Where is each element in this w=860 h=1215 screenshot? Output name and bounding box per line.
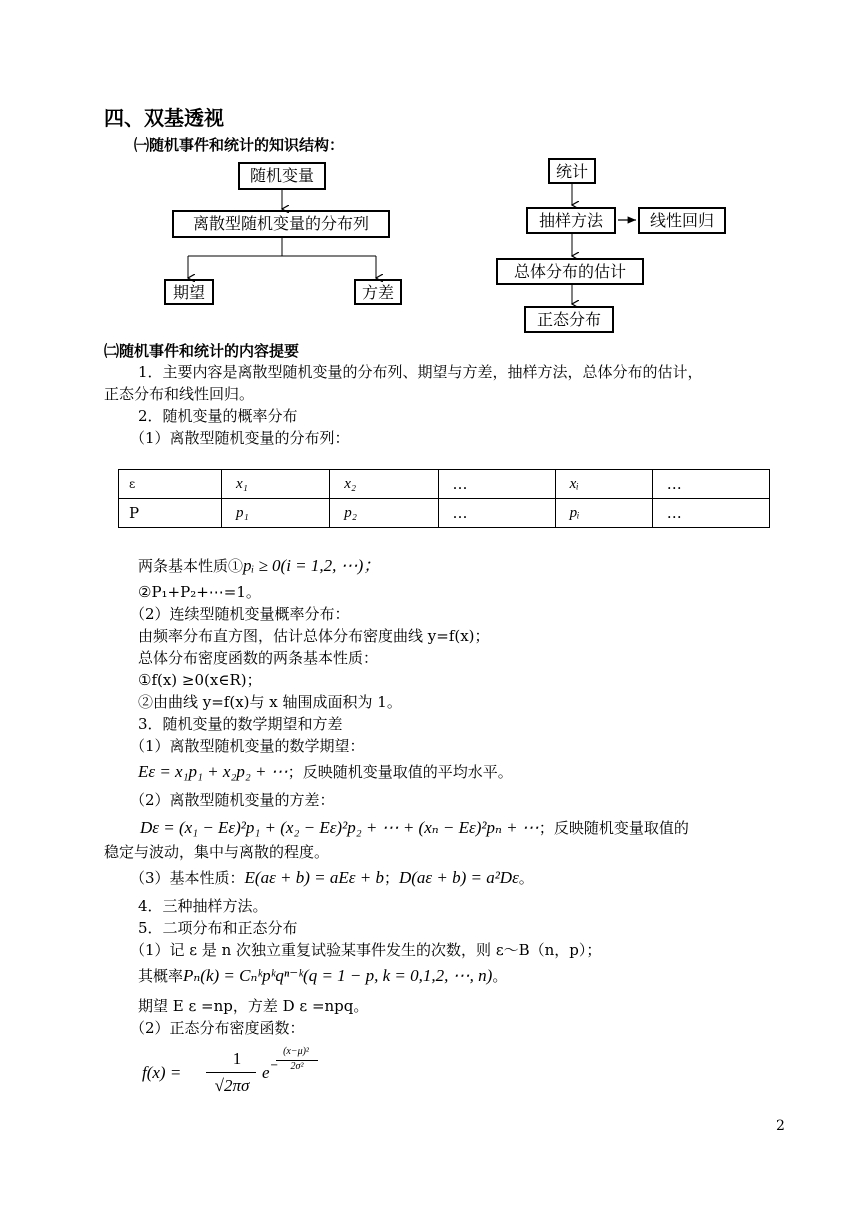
page-number: 2 [776, 1118, 785, 1134]
table-row [119, 499, 770, 528]
table-cell: p₂ [330, 499, 438, 528]
table-cell: P [119, 499, 222, 528]
binomial-expectation: 期望 E ε =np，方差 D ε =npq。 [138, 997, 369, 1015]
table-cell: pᵢ [555, 499, 652, 528]
para-3-1: （1）离散型随机变量的数学期望： [130, 737, 365, 755]
part1-heading: ㈠随机事件和统计的知识结构： [134, 136, 345, 154]
binomial-line [138, 966, 507, 986]
expectation-line [138, 762, 513, 782]
continuous-line-1: 由频率分布直方图，估计总体分布密度曲线 y=f(x)； [138, 627, 490, 645]
property-formula: pᵢ ≥ 0(i = 1,2, ⋯)； [243, 556, 381, 575]
table-cell: … [438, 470, 555, 499]
box-normal: 正态分布 [524, 306, 614, 333]
binomial-formula: Pₙ(k) = Cₙᵏpᵏqⁿ⁻ᵏ(q = 1 − p, k = 0,1,2, ⋯, n) [183, 966, 493, 985]
para-2: 2．随机变量的概率分布 [138, 407, 298, 425]
basic-end: 。 [518, 869, 534, 887]
table-cell: … [652, 470, 769, 499]
fraction-bar [206, 1072, 256, 1073]
exponent-numerator: (x−μ)² [283, 1046, 309, 1057]
basic-label: （3）基本性质： [130, 869, 245, 887]
property-intro: 两条基本性质① [138, 557, 244, 575]
para-2-1: （1）离散型随机变量的分布列： [130, 429, 350, 447]
para-4: 4．三种抽样方法。 [138, 897, 268, 915]
basic-sep: ； [383, 869, 399, 887]
expectation-formula: Eε = x₁p₁ + x₂p₂ + ⋯ [138, 762, 288, 781]
table-cell: x₂ [330, 470, 438, 499]
exponent-denominator: 2σ² [290, 1061, 304, 1072]
box-expectation: 期望 [164, 279, 214, 305]
part2-heading: ㈡随机事件和统计的内容提要 [104, 342, 300, 360]
expectation-text: ；反映随机变量取值的平均水平。 [287, 763, 513, 781]
variance-text-2: 稳定与波动，集中与离散的程度。 [104, 843, 330, 861]
box-variance: 方差 [354, 279, 402, 305]
variance-line [140, 818, 689, 838]
property-line-2: ②P₁+P₂+⋯=1。 [138, 583, 261, 601]
basic-expectation: E(aε + b) = aEε + b [244, 868, 384, 887]
para-1: 1．主要内容是离散型随机变量的分布列、期望与方差，抽样方法，总体分布的估计， [138, 363, 703, 381]
section-title: 四、双基透视 [104, 106, 224, 130]
para-3-2: （2）离散型随机变量的方差： [130, 791, 335, 809]
table-row [119, 470, 770, 499]
para-1b: 正态分布和线性回归。 [104, 385, 255, 403]
binomial-intro: 其概率 [138, 967, 184, 985]
basic-variance: D(aε + b) = a²Dε [398, 868, 519, 887]
normal-numerator: 1 [232, 1049, 242, 1068]
variance-formula: Dε = (x₁ − Eε)²p₁ + (x₂ − Eε)²p₂ + ⋯ + (xₙ − Eε)²pₙ + ⋯ [140, 818, 539, 837]
property-line-1 [138, 556, 380, 576]
table-cell: … [652, 499, 769, 528]
exponent-minus: − [270, 1060, 279, 1071]
para-3: 3．随机变量的数学期望和方差 [138, 715, 343, 733]
distribution-table [118, 469, 770, 528]
normal-e: e [262, 1063, 270, 1082]
box-regression: 线性回归 [638, 207, 726, 234]
box-statistics: 统计 [548, 158, 596, 184]
box-sampling: 抽样方法 [526, 207, 616, 234]
diagram-right-arrows [520, 182, 650, 310]
basic-properties-line [130, 868, 534, 888]
continuous-line-2: 总体分布密度函数的两条基本性质： [138, 649, 379, 667]
normal-lhs: f(x) = [142, 1063, 182, 1082]
box-estimate: 总体分布的估计 [496, 258, 644, 285]
diagram-left-arrows [160, 188, 410, 283]
table-cell: ε [119, 470, 222, 499]
table-cell: … [438, 499, 555, 528]
continuous-line-3: ①f(x) ≥0(x∈R)； [138, 671, 262, 689]
binomial-end: 。 [492, 967, 508, 985]
box-distribution: 离散型随机变量的分布列 [172, 210, 390, 238]
table-cell: p₁ [222, 499, 330, 528]
para-5-1: （1）记 ε 是 n 次独立重复试验某事件发生的次数，则 ε～B（n，p）； [130, 941, 602, 959]
continuous-heading: （2）连续型随机变量概率分布： [130, 605, 350, 623]
para-5-2: （2）正态分布密度函数： [130, 1019, 305, 1037]
normal-denominator: √2πσ [214, 1076, 250, 1095]
table-cell: xᵢ [555, 470, 652, 499]
box-random-variable: 随机变量 [238, 162, 326, 190]
continuous-line-4: ②由曲线 y=f(x)与 x 轴围成面积为 1。 [138, 693, 402, 711]
table-cell: x₁ [222, 470, 330, 499]
variance-text: ；反映随机变量取值的 [538, 819, 689, 837]
para-5: 5．二项分布和正态分布 [138, 919, 298, 937]
